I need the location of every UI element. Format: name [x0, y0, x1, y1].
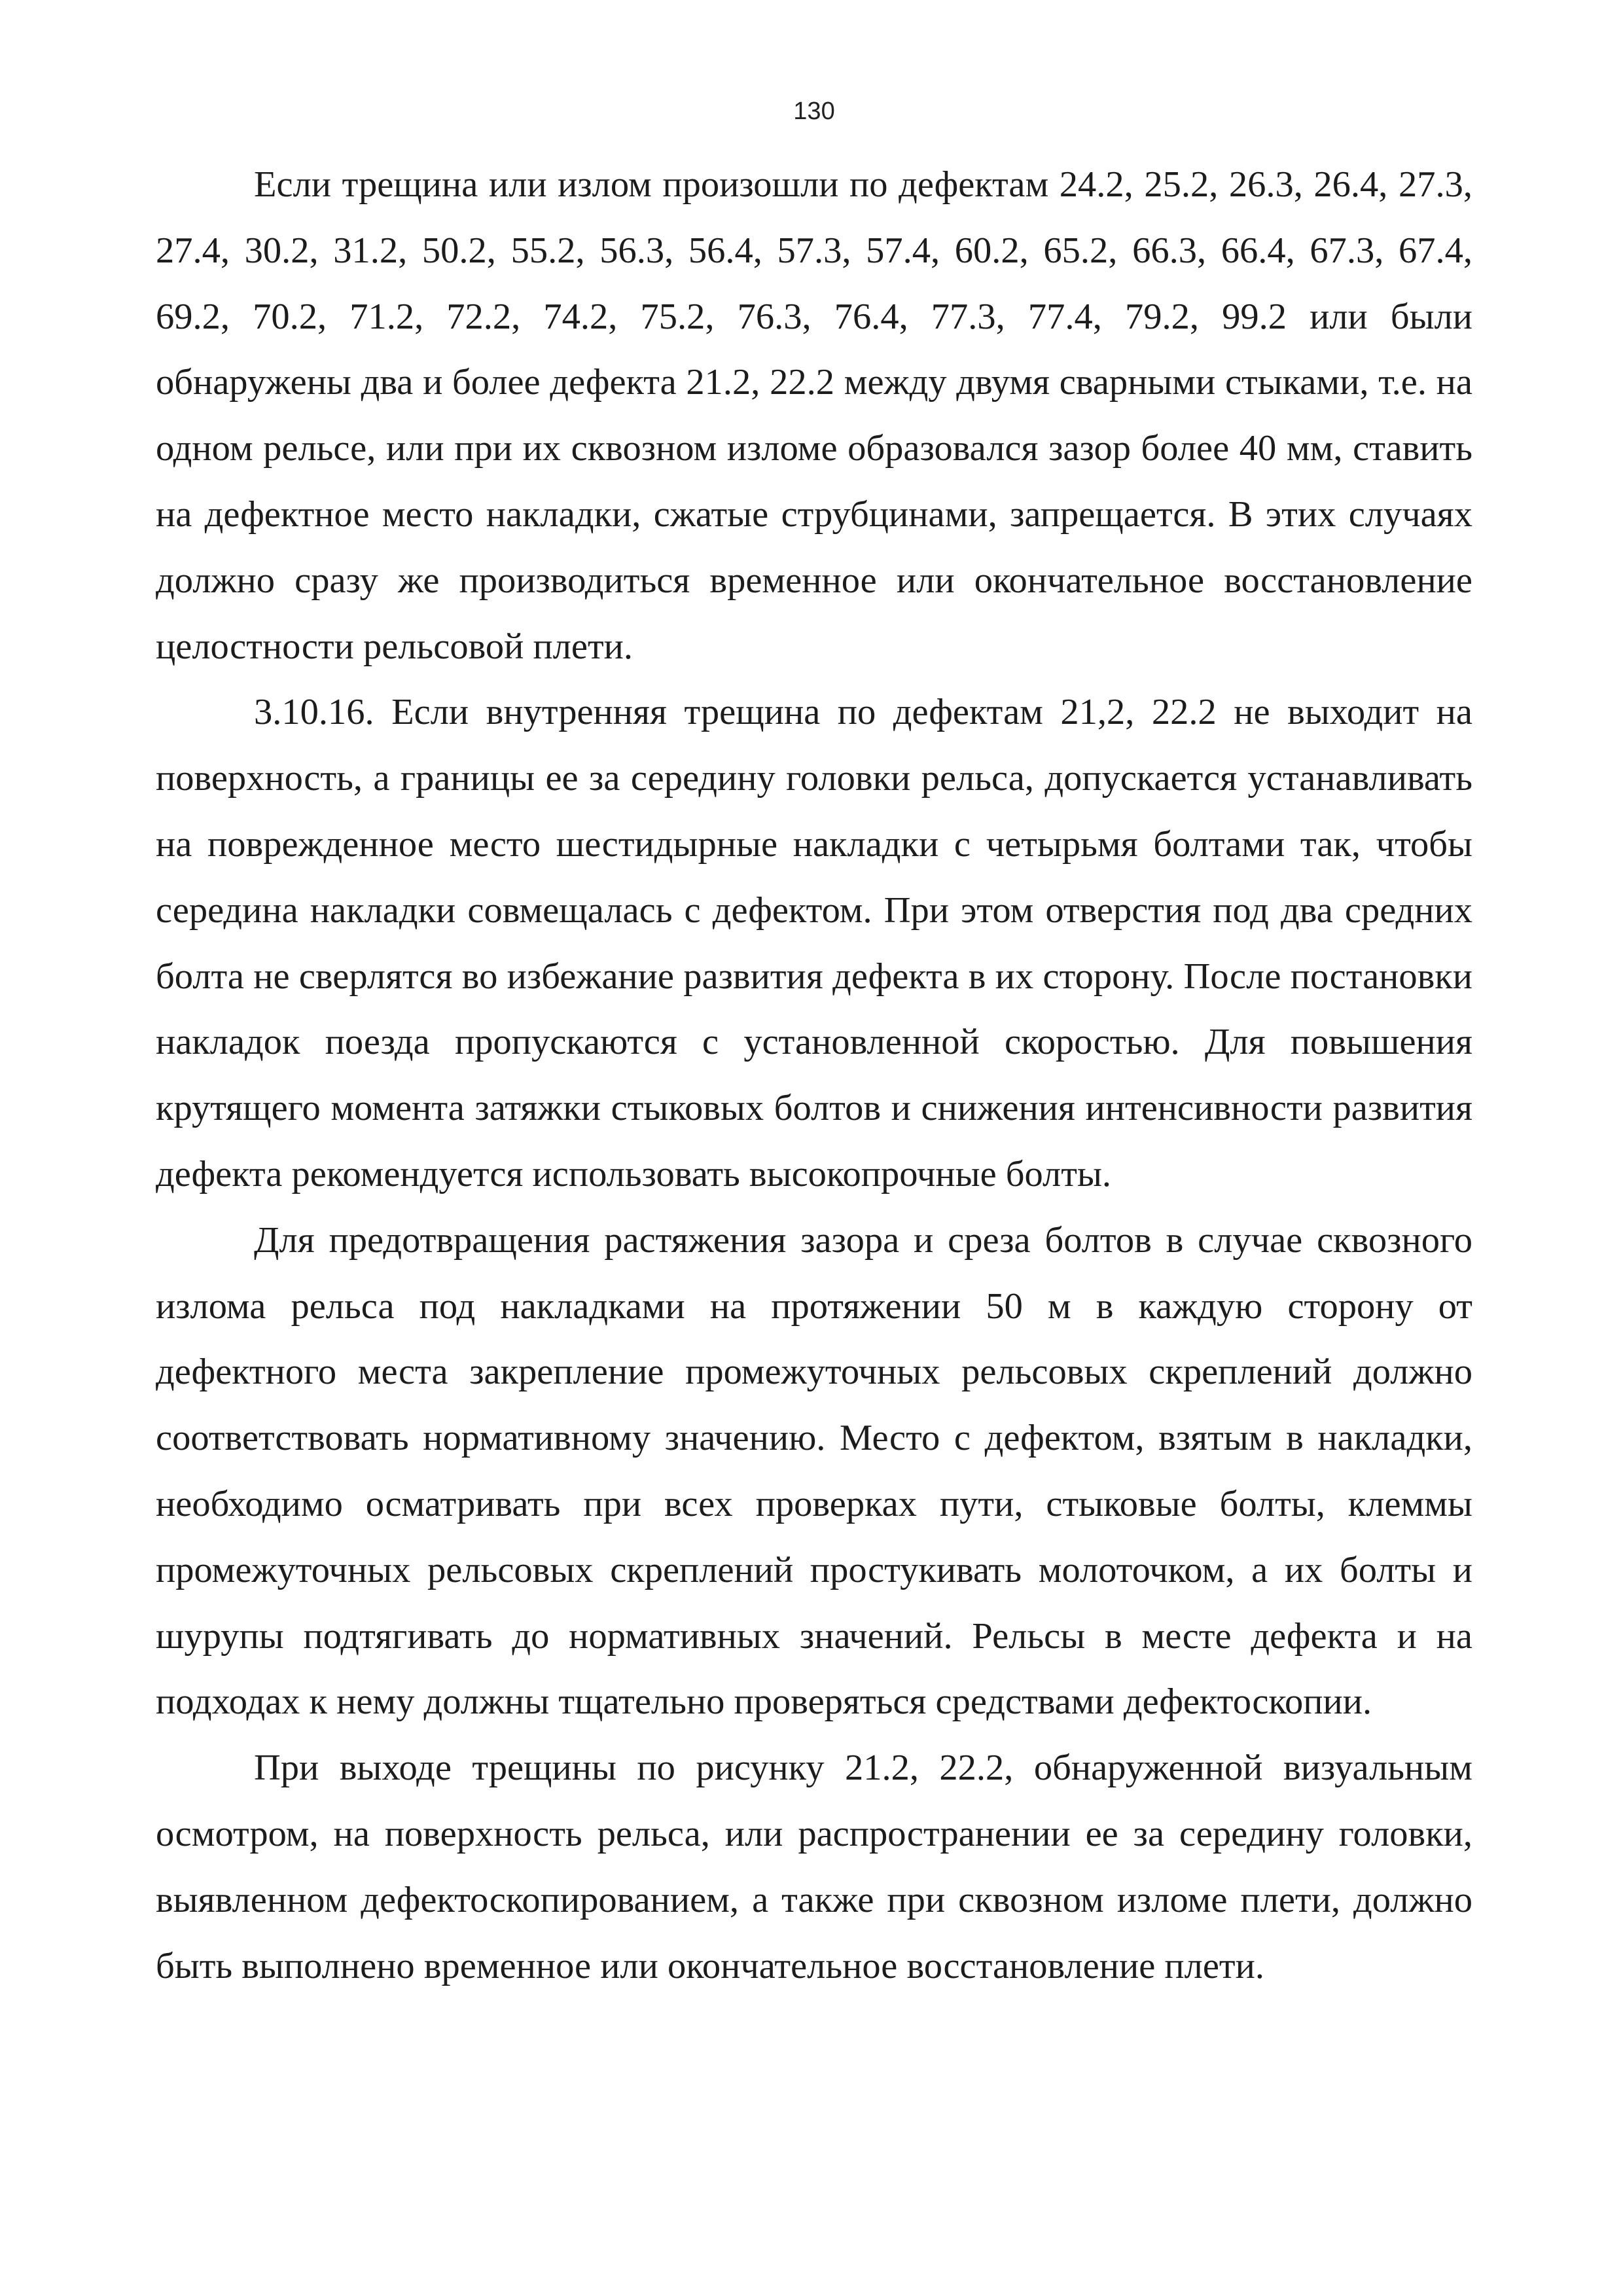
page-number: 130: [793, 98, 835, 125]
paragraph-prevent-gap: Для предотвращения растяжения зазора и среза болтов в случае сквозного излома рельса под накладками на протяжении 50 м в каждую сторону от дефектного места закрепление промежуточных рельсовых скреплений должно соответствовать нормативному значению. Место с дефектом, взятым в накладки, необходимо осматривать при всех проверках пути, стыковые болты, клеммы промежуточных рельсовых скреплений простукивать молоточком, а их болты и шурупы подтягивать до нормативных значений. Рельсы в месте дефекта и на подходах к нему должны тщательно проверяться средствами дефектоскопии.: [156, 1219, 1472, 1723]
paragraph-crack-exit: При выходе трещины по рисунку 21.2, 22.2, обнаруженной визуальным осмотром, на поверхность рельса, или распространении ее за середину головки, выявленном дефектоскопированием, а также при сквозном изломе плети, должно быть выполнено временное или окончательное восстановление плети.: [156, 1748, 1472, 1986]
paragraph-3-10-16: 3.10.16. Если внутренняя трещина по дефектам 21,2, 22.2 не выходит на поверхность, а границы ее за середину головки рельса, допускается устанавливать на поврежденное место шестидырные накладки с четырьмя болтами так, чтобы середина накладки совмещалась с дефектом. При этом отверстия под два средних болта не сверлятся во избежание развития дефекта в их сторону. После постановки накладок поезда пропускаются с установленной скоростью. Для повышения крутящего момента затяжки стыковых болтов и снижения интенсивности развития дефекта рекомендуется использовать высокопрочные болты.: [156, 692, 1472, 1194]
document-page: [156, 92, 1472, 1999]
paragraph-defects-list: Если трещина или излом произошли по дефектам 24.2, 25.2, 26.3, 26.4, 27.3, 27.4, 30.2, 31.2, 50.2, 55.2, 56.3, 56.4, 57.3, 57.4, 60.2, 65.2, 66.3, 66.4, 67.3, 67.4, 69.2, 70.2, 71.2, 72.2, 74.2, 75.2, 76.3, 76.4, 77.3, 77.4, 79.2, 99.2 или были обнаружены два и более дефекта 21.2, 22.2 между двумя сварными стыками, т.е. на одном рельсе, или при их сквозном изломе образовался зазор более 40 мм, ставить на дефектное место накладки, сжатые струбцинами, запрещается. В этих случаях должно сразу же производиться временное или окончательное восстановление целостности рельсовой плети.: [156, 164, 1472, 667]
